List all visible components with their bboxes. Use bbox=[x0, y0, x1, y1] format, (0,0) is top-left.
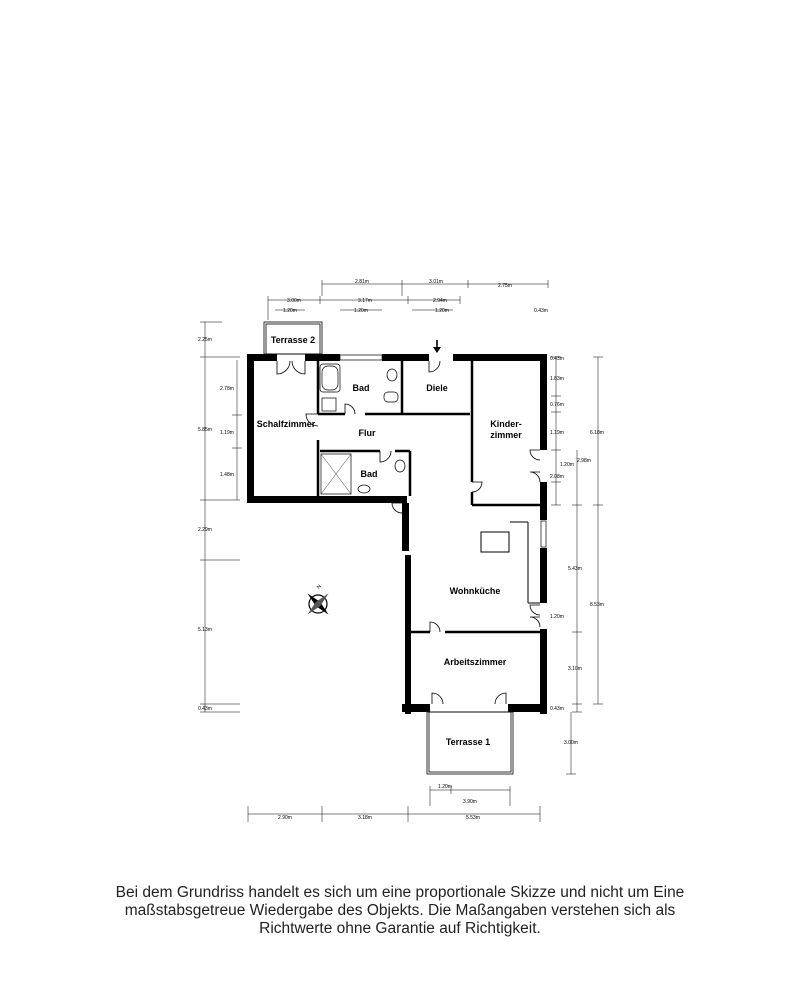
dim-top-1-20-a: 1.20m bbox=[283, 308, 297, 314]
dim-right-8-53: 8.53m bbox=[590, 602, 604, 608]
room-label-terrasse1: Terrasse 1 bbox=[445, 737, 491, 747]
dim-right-1-19: 1.19m bbox=[550, 430, 564, 436]
room-label-arbeitszimmer: Arbeitszimmer bbox=[443, 657, 507, 667]
dim-bottom-3-90: 3.90m bbox=[463, 799, 477, 805]
dim-left-2-25: 2.25m bbox=[198, 337, 212, 343]
entrance-arrow-icon bbox=[433, 340, 441, 353]
dim-top-3-17: 3.17m bbox=[358, 298, 372, 304]
dim-left-2-78: 2.78m bbox=[220, 386, 234, 392]
dim-top-0-43: 0.43m bbox=[534, 308, 548, 314]
room-label-diele: Diele bbox=[426, 383, 448, 393]
dim-right-0-43: 0.43m bbox=[550, 356, 564, 362]
dim-top-2-81: 2.81m bbox=[355, 279, 369, 285]
room-label-schlafzimmer: Schalfzimmer bbox=[256, 419, 316, 429]
dim-right-5-43: 5.43m bbox=[568, 566, 582, 572]
dim-top-3-01: 3.01m bbox=[429, 279, 443, 285]
dim-top-1-20-b: 1.20m bbox=[354, 308, 368, 314]
dim-left-5-85: 5.85m bbox=[198, 427, 212, 433]
dim-right-2-98: 2.98m bbox=[577, 458, 591, 464]
dim-right-0-76: 0.76m bbox=[550, 402, 564, 408]
dim-left-2-29: 2.29m bbox=[198, 527, 212, 533]
room-labels bbox=[257, 335, 523, 747]
dim-terrace1-3-00: 3.00m bbox=[564, 740, 578, 746]
room-label-bad-bottom: Bad bbox=[360, 469, 378, 479]
dim-right-6-18: 6.18m bbox=[590, 430, 604, 436]
svg-text:N: N bbox=[315, 583, 323, 591]
dim-bottom-5-53: 5.53m bbox=[466, 815, 480, 821]
dim-top-2-75: 2.75m bbox=[498, 283, 512, 289]
dim-top-2-94: 2.94m bbox=[433, 298, 447, 304]
room-label-wohnkueche: Wohnküche bbox=[449, 586, 501, 596]
dim-bottom-1-20: 1.20m bbox=[438, 784, 452, 790]
disclaimer-line-3: Richtwerte ohne Garantie auf Richtigkeit. bbox=[259, 920, 541, 937]
dim-right-1-20: 1.20m bbox=[560, 462, 574, 468]
dim-top-3-00: 3.00m bbox=[287, 298, 301, 304]
room-label-kinderzimmer-2: zimmer bbox=[490, 430, 522, 440]
room-label-bad-top: Bad bbox=[352, 383, 370, 393]
dim-bottom-3-18: 3.18m bbox=[358, 815, 372, 821]
dim-right-0-43-b: 0.43m bbox=[550, 706, 564, 712]
dim-top-1-20-c: 1.20m bbox=[435, 308, 449, 314]
dim-left-5-13: 5.13m bbox=[198, 627, 212, 633]
compass-icon bbox=[297, 583, 339, 625]
dim-right-1-20-b: 1.20m bbox=[550, 614, 564, 620]
dim-right-3-10: 3.10m bbox=[568, 666, 582, 672]
dim-bottom-2-90: 2.90m bbox=[278, 815, 292, 821]
disclaimer-line-1: Bei dem Grundriss handelt es sich um eine proportionale Skizze und nicht um Eine bbox=[115, 884, 685, 901]
room-label-flur: Flur bbox=[358, 428, 376, 438]
dim-left-1-19: 1.19m bbox=[220, 430, 234, 436]
room-label-terrasse2: Terrasse 2 bbox=[270, 335, 316, 345]
dim-right-2-08: 2.08m bbox=[550, 474, 564, 480]
room-label-kinderzimmer-1: Kinder- bbox=[490, 419, 522, 429]
dim-left-1-48: 1.48m bbox=[220, 472, 234, 478]
dim-left-0-43: 0.43m bbox=[198, 706, 212, 712]
disclaimer bbox=[40, 884, 760, 938]
disclaimer-line-2: maßstabsgetreue Wiedergabe des Objekts. Die Maßangaben verstehen sich als bbox=[124, 902, 676, 919]
dim-right-1-83: 1.83m bbox=[550, 376, 564, 382]
